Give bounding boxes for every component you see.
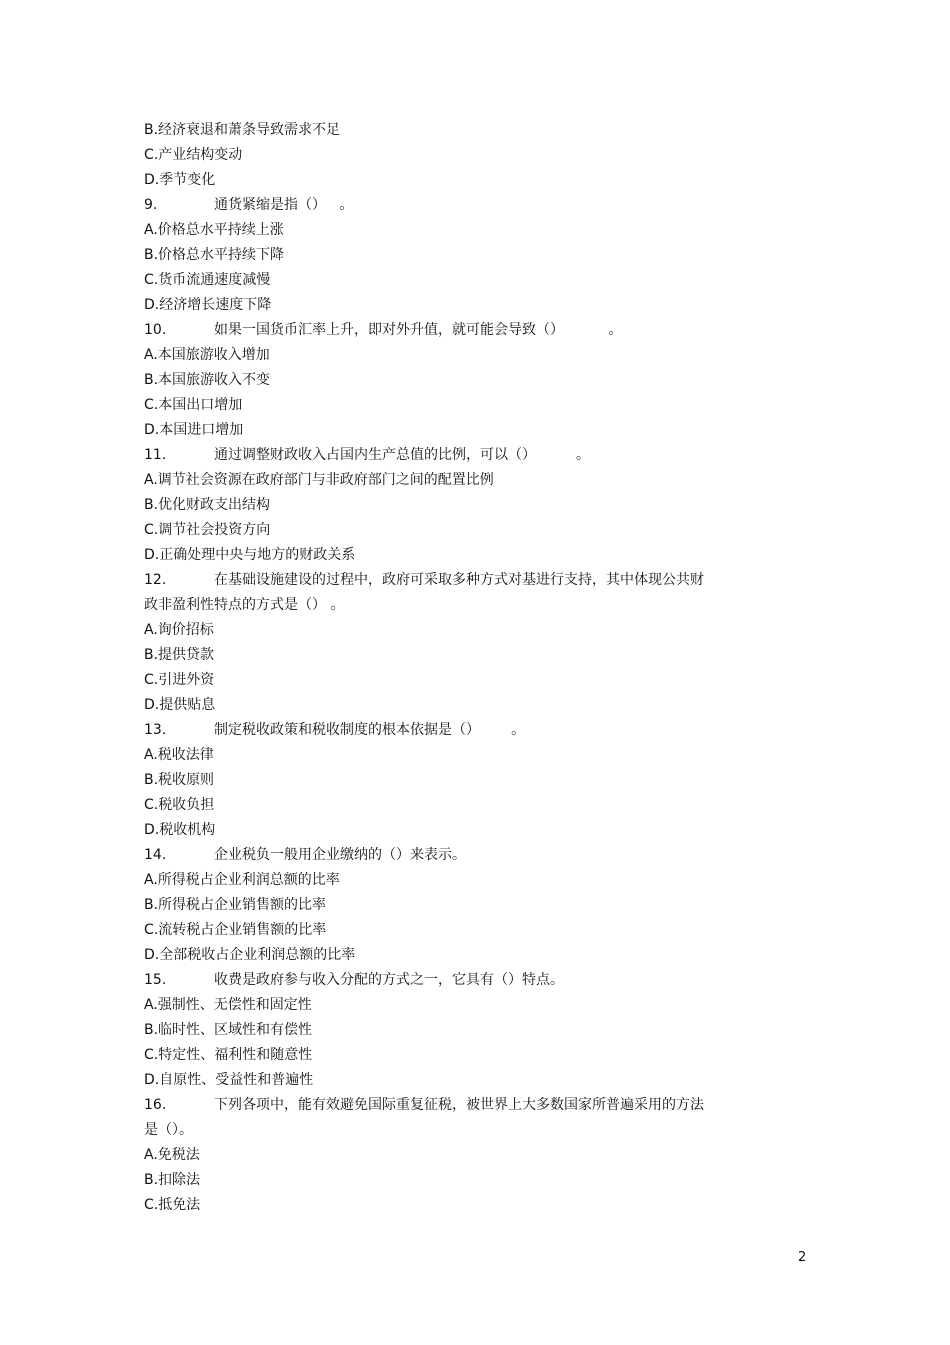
answer-option: C.流转税占企业销售额的比率	[144, 922, 327, 938]
question	[144, 568, 744, 593]
answer-option: A.询价招标	[144, 622, 214, 638]
question	[144, 193, 744, 218]
question-number: 16.	[144, 1097, 167, 1113]
answer-option: B.优化财政支出结构	[144, 497, 271, 513]
answer-option: B.提供贷款	[144, 647, 215, 663]
question	[144, 1093, 744, 1118]
answer-option: C.税收负担	[144, 797, 215, 813]
page-number: 2	[798, 1250, 807, 1265]
question	[144, 968, 744, 993]
question-number: 9.	[144, 197, 158, 213]
question	[144, 718, 744, 743]
question-text-continued: 是（）。	[144, 1122, 193, 1138]
answer-option: D.全部税收占企业利润总额的比率	[144, 947, 356, 963]
question-number: 10.	[144, 322, 167, 338]
answer-option: C.产业结构变动	[144, 147, 243, 163]
answer-option: A.强制性、无偿性和固定性	[144, 997, 312, 1013]
question	[144, 443, 744, 468]
question-text: 通货紧缩是指（） 。	[214, 197, 354, 213]
question-number: 14.	[144, 847, 167, 863]
question-text-continued: 政非盈利性特点的方式是（） 。	[144, 597, 345, 613]
answer-option: C.货币流通速度减慢	[144, 272, 271, 288]
answer-option: A.税收法律	[144, 747, 214, 763]
answer-option: D.季节变化	[144, 172, 216, 188]
question-text: 如果一国货币汇率上升，即对外升值，就可能会导致（） 。	[214, 322, 623, 338]
answer-option: D.提供贴息	[144, 697, 216, 713]
question	[144, 843, 744, 868]
answer-option: B.临时性、区域性和有偿性	[144, 1022, 313, 1038]
question-number: 13.	[144, 722, 167, 738]
answer-option: D.税收机构	[144, 822, 216, 838]
answer-option: B.经济衰退和萧条导致需求不足	[144, 122, 341, 138]
answer-option: D.经济增长速度下降	[144, 297, 272, 313]
answer-option: D.本国进口增加	[144, 422, 244, 438]
answer-option: A.免税法	[144, 1147, 200, 1163]
question-number: 11.	[144, 447, 167, 463]
question	[144, 318, 744, 343]
answer-option: B.税收原则	[144, 772, 215, 788]
answer-option: C.本国出口增加	[144, 397, 243, 413]
question-number: 12.	[144, 572, 167, 588]
answer-option: B.扣除法	[144, 1172, 201, 1188]
answer-option: C.抵免法	[144, 1197, 201, 1213]
answer-option: B.本国旅游收入不变	[144, 372, 271, 388]
question-number: 15.	[144, 972, 167, 988]
answer-option: C.特定性、福利性和随意性	[144, 1047, 313, 1063]
question-text: 下列各项中，能有效避免国际重复征税，被世界上大多数国家所普遍采用的方法	[214, 1097, 704, 1113]
question-text: 收费是政府参与收入分配的方式之一，它具有（）特点。	[214, 972, 564, 988]
question-text: 制定税收政策和税收制度的根本依据是（） 。	[214, 722, 526, 738]
question-text: 企业税负一般用企业缴纳的（）来表示。	[214, 847, 466, 863]
answer-option: D.正确处理中央与地方的财政关系	[144, 547, 356, 563]
answer-option: A.价格总水平持续上涨	[144, 222, 284, 238]
question-text: 在基础设施建设的过程中，政府可采取多种方式对基进行支持，其中体现公共财	[214, 572, 704, 588]
answer-option: C.调节社会投资方向	[144, 522, 271, 538]
answer-option: B.所得税占企业销售额的比率	[144, 897, 327, 913]
answer-option: C.引进外资	[144, 672, 215, 688]
question-text: 通过调整财政收入占国内生产总值的比例，可以（） 。	[214, 447, 591, 463]
document-body	[144, 118, 744, 1218]
answer-option: A.本国旅游收入增加	[144, 347, 270, 363]
answer-option: B.价格总水平持续下降	[144, 247, 285, 263]
answer-option: A.所得税占企业利润总额的比率	[144, 872, 340, 888]
answer-option: D.自原性、受益性和普遍性	[144, 1072, 314, 1088]
answer-option: A.调节社会资源在政府部门与非政府部门之间的配置比例	[144, 472, 494, 488]
